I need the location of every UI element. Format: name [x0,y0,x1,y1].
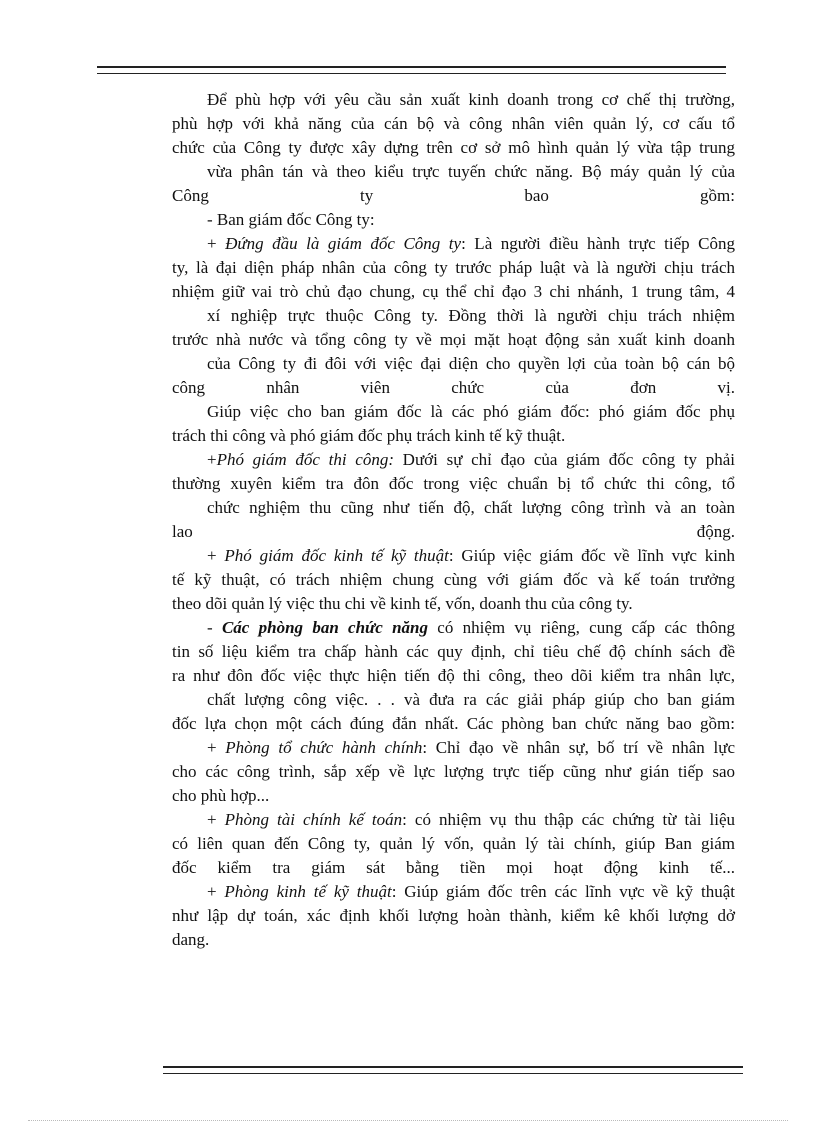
text-line [207,738,735,758]
text-line [207,498,735,518]
text-line [207,810,735,830]
italic-heading: Phòng tổ chức hành chính [225,738,423,757]
text-run: phù hợp với khả năng của cán bộ và công nhân viên quản lý, cơ cấu tổ [172,114,735,133]
text-run: thường xuyên kiểm tra đôn đốc trong việc chuẩn bị tổ chức thi công, tổ [172,474,735,493]
text-line [172,906,735,926]
text-line [172,258,735,278]
text-run: dang. [172,930,210,949]
footer-rule [163,1066,743,1074]
text-line [207,90,735,110]
italic-heading: Phòng kinh tế kỹ thuật [224,882,392,901]
text-line [207,546,735,566]
text-line [172,570,735,590]
text-line [207,402,735,422]
text-run: : Giúp việc giám đốc về lĩnh vực kinh [448,546,735,565]
text-run: theo dõi quản lý việc thu chi về kinh tế, vốn, doanh thu của công ty. [172,594,633,613]
text-run: công nhân viên chức của đơn vị. [172,378,735,397]
text-run: + [207,810,225,829]
italic-heading: Phó giám đốc thi công: [216,450,394,469]
text-run: - [207,618,222,637]
text-line [207,354,735,374]
text-run: đốc kiểm tra giám sát bằng tiền mọi hoạt động kinh tế... [172,858,735,877]
text-line [172,834,735,854]
page-edge-divider [28,1120,788,1121]
text-line [172,786,269,806]
text-run: ty, là đại diện pháp nhân của công ty trước pháp luật và là người chịu trách [172,258,735,277]
text-run: + [207,234,226,253]
text-line [172,762,735,782]
text-line [172,522,735,542]
text-line [172,186,735,206]
text-line [172,474,735,494]
text-run: + [207,450,217,469]
text-run: ra như đôn đốc việc thực hiện tiến độ thi công, theo dõi kiểm tra nhân lực, [172,666,735,685]
text-line [172,714,735,734]
text-line [172,930,209,950]
text-run: tế kỹ thuật, có trách nhiệm chung cùng với giám đốc và kế toán trưởng [172,570,735,589]
text-run: cho phù hợp... [172,786,270,805]
text-run: + [207,882,225,901]
text-line [172,858,735,878]
text-line [172,642,735,662]
text-run: Giúp việc cho ban giám đốc là các phó giám đốc: phó giám đốc phụ [207,402,735,421]
text-line [207,882,735,902]
text-run: chức nghiệm thu cũng như tiến độ, chất lượng công trình và an toàn [207,498,735,517]
text-line [207,690,735,710]
text-line [172,426,565,446]
text-line [172,594,633,614]
text-run: cho các công trình, sắp xếp về lực lượng trực tiếp cũng như gián tiếp sao [172,762,735,781]
text-run: tin số liệu kiểm tra chấp hành các quy định, chỉ tiêu chế độ chính sách đề [172,642,735,661]
text-run: : Chỉ đạo về nhân sự, bố trí về nhân lực [422,738,735,757]
text-run: Dưới sự chỉ đạo của giám đốc công ty phải [393,450,735,469]
italic-heading: Phòng tài chính kế toán [224,810,403,829]
text-line [207,162,735,182]
text-run: chức của Công ty được xây dựng trên cơ sở mô hình quản lý vừa tập trung [172,138,735,157]
text-line [172,114,735,134]
header-rule [97,66,726,74]
text-run: như lập dự toán, xác định khối lượng hoàn thành, kiểm kê khối lượng dở [172,906,735,925]
text-run: : Giúp giám đốc trên các lĩnh vực về kỹ thuật [391,882,735,901]
text-line [207,306,735,326]
text-run: lao động. [172,522,735,541]
text-line [207,450,735,470]
text-run: Để phù hợp với yêu cầu sản xuất kinh doanh trong cơ chế thị trường, [207,90,735,109]
text-run: chất lượng công việc. . . và đưa ra các giải pháp giúp cho ban giám [207,690,735,709]
text-line [172,138,735,158]
text-run: có liên quan đến Công ty, quản lý vốn, quản lý tài chính, giúp Ban giám [172,834,735,853]
text-line [207,210,375,230]
text-line [207,618,735,638]
italic-heading: Đứng đầu là giám đốc Công ty [225,234,462,253]
text-run: có nhiệm vụ riêng, cung cấp các thông [428,618,736,637]
text-run: Công ty bao gồm: [172,186,735,205]
text-run: trách thi công và phó giám đốc phụ trách kinh tế kỹ thuật. [172,426,566,445]
text-run: xí nghiệp trực thuộc Công ty. Đồng thời là người chịu trách nhiệm [207,306,735,325]
text-line [207,234,735,254]
text-run: nhiệm giữ vai trò chủ đạo chung, cụ thể chỉ đạo 3 chi nhánh, 1 trung tâm, 4 [172,282,735,301]
text-line [172,330,735,350]
text-run: đốc lựa chọn một cách đúng đắn nhất. Các phòng ban chức năng bao gồm: [172,714,735,733]
text-run: của Công ty đi đôi với việc đại diện cho quyền lợi của toàn bộ cán bộ [207,354,735,373]
text-run: - Ban giám đốc Công ty: [207,210,375,229]
text-line [172,666,735,686]
text-run: trước nhà nước và tổng công ty về mọi mặt hoạt động sản xuất kinh doanh [172,330,735,349]
text-line [172,282,735,302]
text-run: : Là người điều hành trực tiếp Công [461,234,735,253]
text-run: + [207,546,225,565]
bold-italic-heading: Các phòng ban chức năng [221,618,428,637]
text-line [172,378,735,398]
italic-heading: Phó giám đốc kinh tế kỹ thuật [224,546,449,565]
text-run: : có nhiệm vụ thu thập các chứng từ tài liệu [402,810,735,829]
text-run: vừa phân tán và theo kiểu trực tuyến chức năng. Bộ máy quản lý của [207,162,735,181]
text-run: + [207,738,226,757]
